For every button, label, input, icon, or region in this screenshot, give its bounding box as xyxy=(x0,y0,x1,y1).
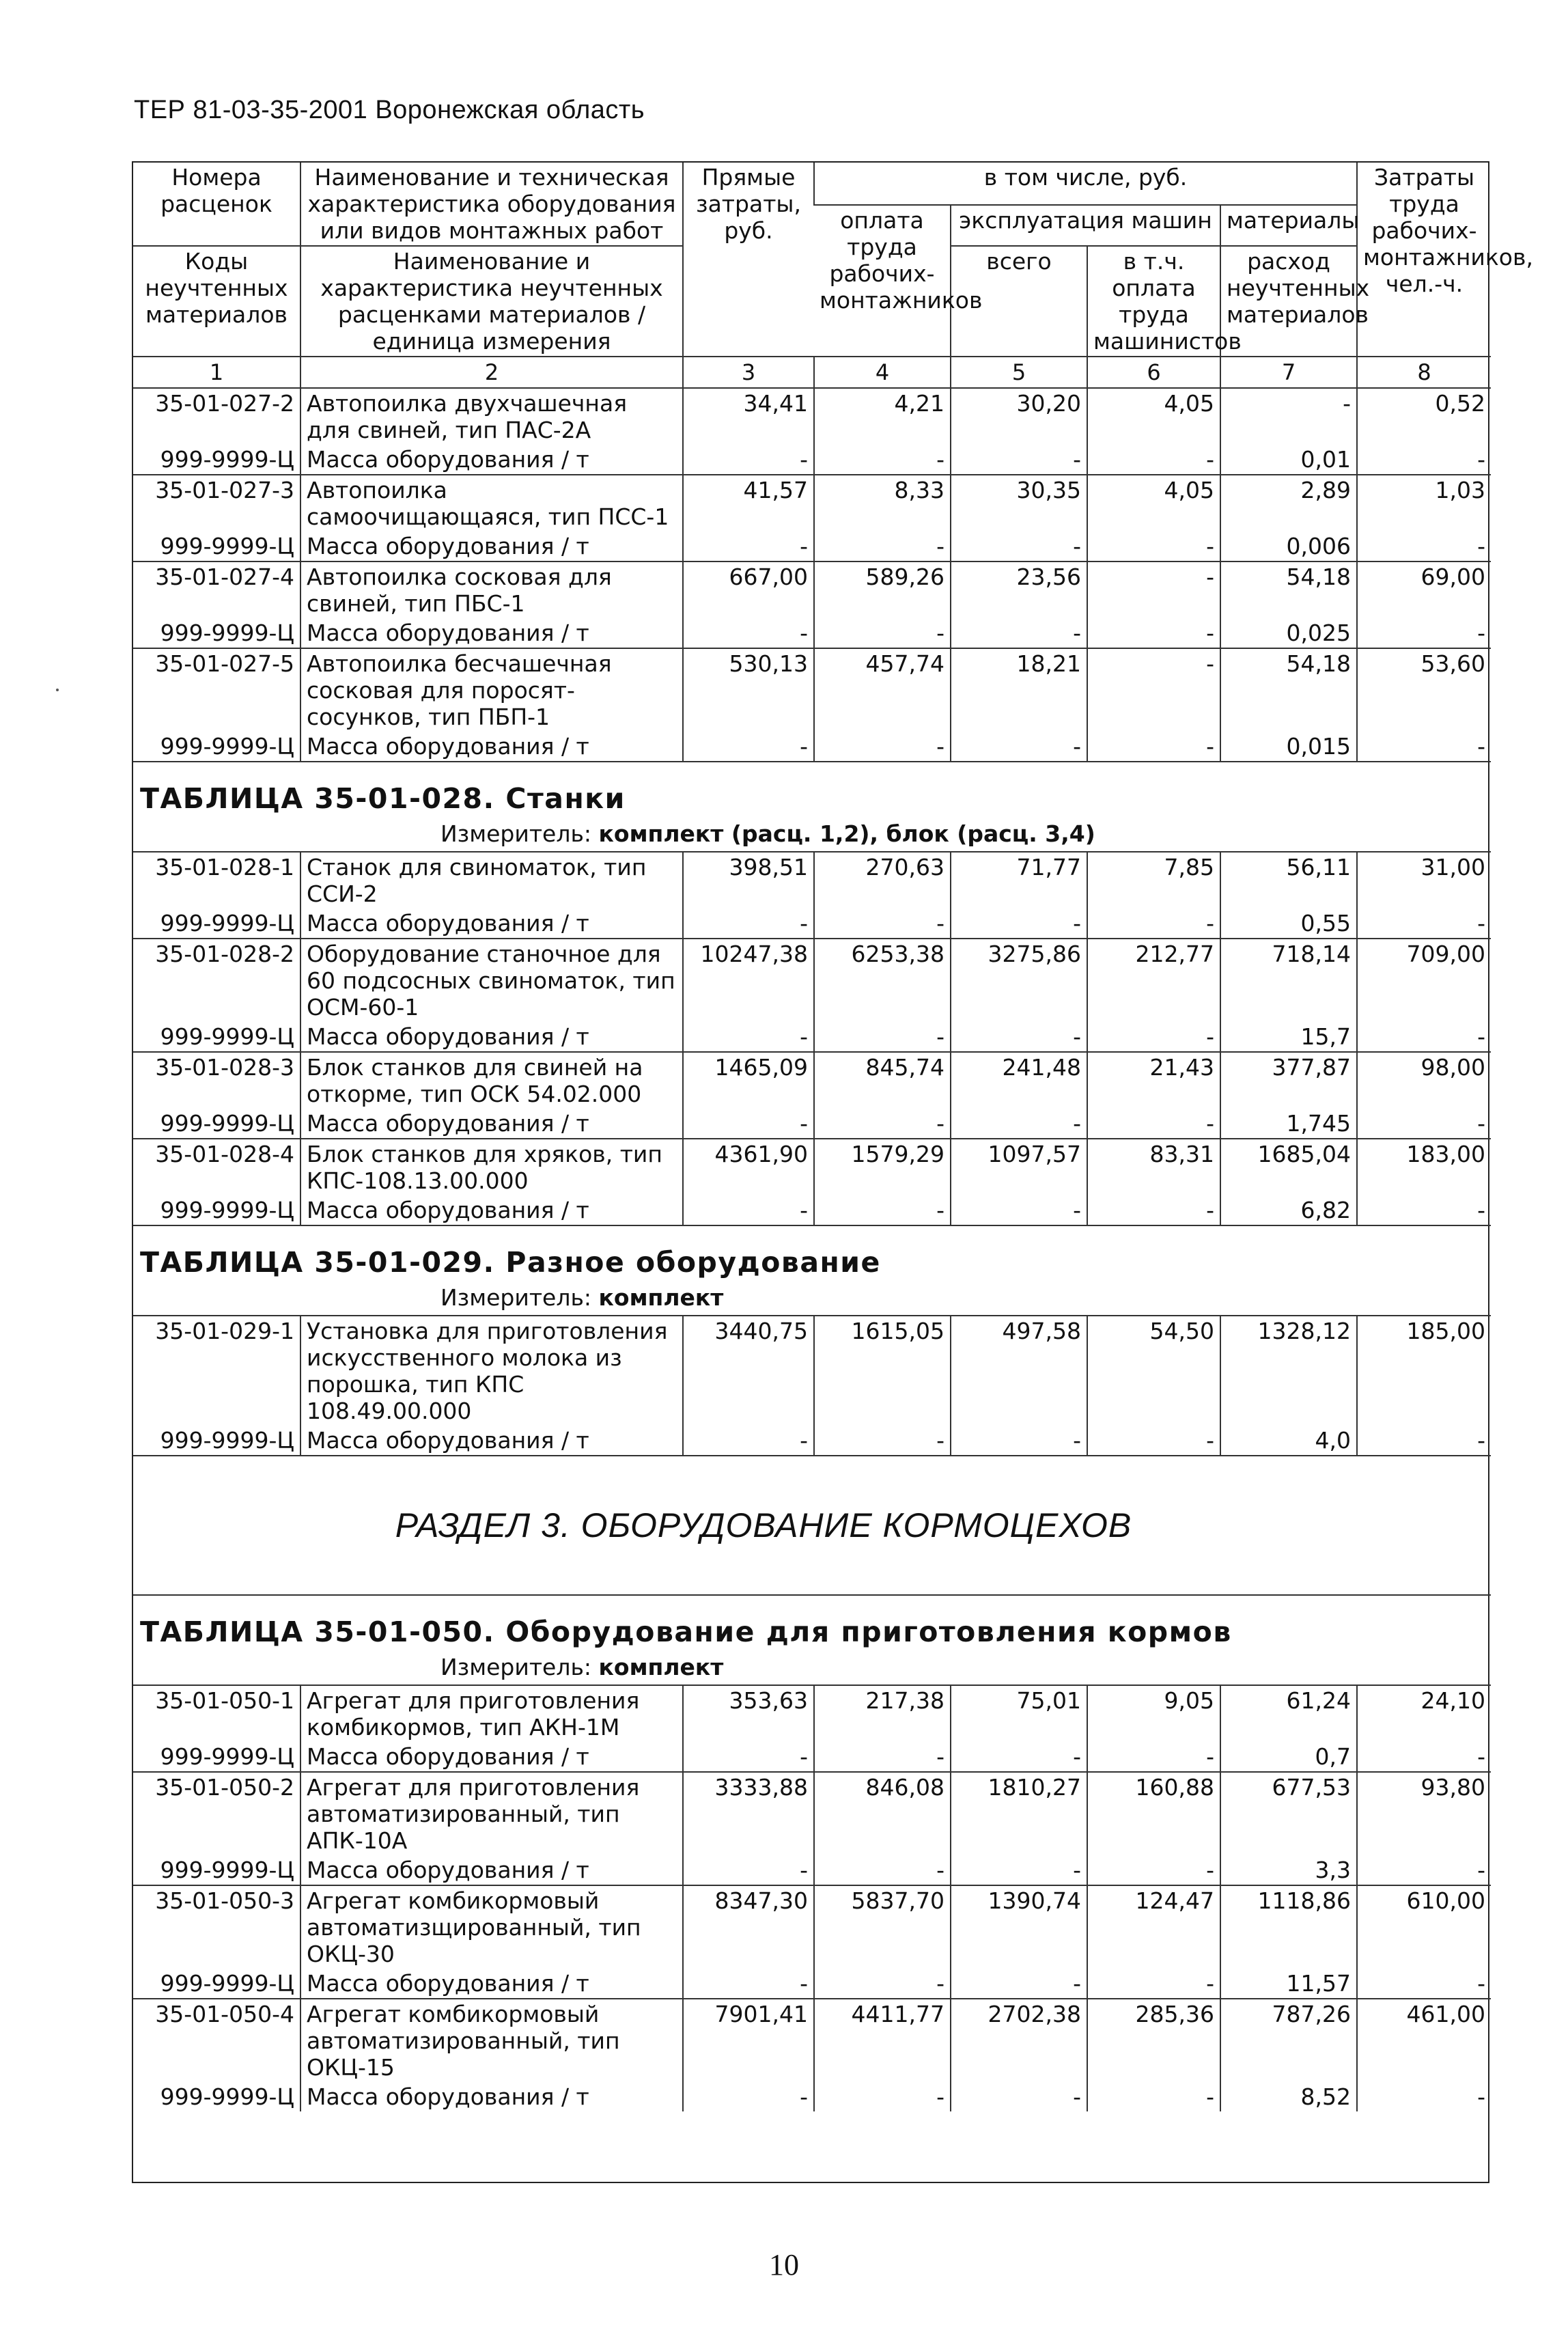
rate-row xyxy=(133,1139,1491,1195)
table-050-rows xyxy=(133,1685,1491,2111)
column-number: 1 xyxy=(133,357,300,388)
material-consumption: 8,52 xyxy=(1220,2082,1357,2111)
machinist-pay: - xyxy=(1087,1969,1220,1999)
item-name: Агрегат для приготовления автоматизированный, тип АПК-10А xyxy=(300,1772,683,1855)
rate-row xyxy=(133,1885,1491,1969)
material-consumption: 1328,12 xyxy=(1220,1316,1357,1426)
machinist-pay: - xyxy=(1087,2082,1220,2111)
header-work-name: Наименование и техническая характеристика оборудования или видов монтажных работ xyxy=(300,163,683,246)
column-numbers-row xyxy=(133,357,1491,388)
labor-hours: 461,00 xyxy=(1357,1999,1491,2082)
labor-hours: 709,00 xyxy=(1357,939,1491,1022)
labor-pay: 217,38 xyxy=(814,1685,951,1742)
section-title: РАЗДЕЛ 3. ОБОРУДОВАНИЕ КОРМОЦЕХОВ xyxy=(133,1456,1491,1595)
labor-pay: 5837,70 xyxy=(814,1885,951,1969)
rate-code: 999-9999-Ц xyxy=(160,910,294,937)
table-title: ТАБЛИЦА 35-01-050. Оборудование для приготовления кормов xyxy=(133,1595,1491,1651)
rate-code: 35-01-050-3 xyxy=(133,1885,300,1969)
labor-pay: - xyxy=(814,732,951,762)
machinist-pay: - xyxy=(1087,1426,1220,1456)
machinist-pay: 9,05 xyxy=(1087,1685,1220,1742)
rate-code: 35-01-029-1 xyxy=(133,1316,300,1426)
column-number: 5 xyxy=(951,357,1087,388)
labor-hours: - xyxy=(1357,1855,1491,1885)
labor-pay: - xyxy=(814,1195,951,1225)
machinist-pay: - xyxy=(1087,732,1220,762)
table-028-heading xyxy=(133,762,1491,852)
material-row xyxy=(133,1426,1491,1456)
item-name: Масса оборудования / т xyxy=(300,531,683,562)
machinist-pay: 160,88 xyxy=(1087,1772,1220,1855)
column-number: 8 xyxy=(1357,357,1491,388)
labor-pay: - xyxy=(814,445,951,475)
header-direct-costs: Прямые затраты, руб. xyxy=(683,163,814,357)
item-name: Автопоилка сосковая для свиней, тип ПБС-1 xyxy=(300,562,683,618)
machinist-pay: - xyxy=(1087,909,1220,939)
material-consumption: 1685,04 xyxy=(1220,1139,1357,1195)
item-name: Автопоилка самоочищающаяся, тип ПСС-1 xyxy=(300,475,683,531)
machines-total: 241,48 xyxy=(951,1052,1087,1109)
rate-code: 999-9999-Ц xyxy=(160,1427,294,1454)
labor-pay: - xyxy=(814,909,951,939)
labor-pay: - xyxy=(814,1742,951,1772)
labor-pay: 8,33 xyxy=(814,475,951,531)
machinist-pay: 4,05 xyxy=(1087,475,1220,531)
direct-costs: 353,63 xyxy=(683,1685,814,1742)
direct-costs: - xyxy=(683,1109,814,1139)
direct-costs: 34,41 xyxy=(683,388,814,445)
direct-costs: - xyxy=(683,445,814,475)
table-028-rows xyxy=(133,852,1491,1225)
table-050-heading xyxy=(133,1595,1491,1685)
item-name: Масса оборудования / т xyxy=(300,2082,683,2111)
item-name: Блок станков для свиней на откорме, тип ОСК 54.02.000 xyxy=(300,1052,683,1109)
material-consumption: 61,24 xyxy=(1220,1685,1357,1742)
labor-hours: - xyxy=(1357,1426,1491,1456)
rate-code: 999-9999-Ц xyxy=(160,1197,294,1223)
material-row xyxy=(133,909,1491,939)
material-consumption: 0,01 xyxy=(1220,445,1357,475)
machinist-pay: 54,50 xyxy=(1087,1316,1220,1426)
material-row xyxy=(133,1855,1491,1885)
rate-code: 35-01-028-3 xyxy=(133,1052,300,1109)
header-including-group: в том числе, руб. xyxy=(814,163,1357,205)
labor-hours: - xyxy=(1357,1969,1491,1999)
material-consumption: 1,745 xyxy=(1220,1109,1357,1139)
material-consumption: 677,53 xyxy=(1220,1772,1357,1855)
machinist-pay: - xyxy=(1087,1855,1220,1885)
item-name: Масса оборудования / т xyxy=(300,1426,683,1456)
machines-total: 18,21 xyxy=(951,648,1087,732)
machines-total: - xyxy=(951,445,1087,475)
material-consumption: 787,26 xyxy=(1220,1999,1357,2082)
direct-costs: - xyxy=(683,1022,814,1052)
document-header: ТЕР 81-03-35-2001 Воронежская область xyxy=(134,96,645,124)
page-number: 10 xyxy=(769,2248,799,2282)
direct-costs: 667,00 xyxy=(683,562,814,618)
machinist-pay: 83,31 xyxy=(1087,1139,1220,1195)
material-row xyxy=(133,445,1491,475)
material-row xyxy=(133,1022,1491,1052)
material-consumption: 3,3 xyxy=(1220,1855,1357,1885)
direct-costs: 4361,90 xyxy=(683,1139,814,1195)
direct-costs: - xyxy=(683,1969,814,1999)
material-row xyxy=(133,1195,1491,1225)
column-number: 6 xyxy=(1087,357,1220,388)
machinist-pay: 285,36 xyxy=(1087,1999,1220,2082)
header-material-names: Наименование и характеристика неучтенных расценками материалов / единица измерения xyxy=(300,246,683,357)
item-name: Масса оборудования / т xyxy=(300,1109,683,1139)
rate-code: 35-01-028-2 xyxy=(133,939,300,1022)
direct-costs: - xyxy=(683,2082,814,2111)
labor-hours: - xyxy=(1357,1195,1491,1225)
item-name: Масса оборудования / т xyxy=(300,909,683,939)
labor-pay: 1579,29 xyxy=(814,1139,951,1195)
table-title: ТАБЛИЦА 35-01-028. Станки xyxy=(133,762,1491,818)
header-machines-total: всего xyxy=(951,246,1087,357)
machines-total: 30,20 xyxy=(951,388,1087,445)
direct-costs: - xyxy=(683,1742,814,1772)
rate-code: 999-9999-Ц xyxy=(160,1743,294,1770)
table-measure: Измеритель: комплект (расц. 1,2), блок (расц. 3,4) xyxy=(440,820,1095,847)
machinist-pay: 7,85 xyxy=(1087,852,1220,909)
item-name: Масса оборудования / т xyxy=(300,732,683,762)
rate-row xyxy=(133,1999,1491,2082)
scan-speck xyxy=(56,689,59,691)
rate-code: 999-9999-Ц xyxy=(160,533,294,559)
rates-table xyxy=(133,163,1533,2111)
header-labor-pay: оплата труда рабочих-монтажников xyxy=(820,207,983,314)
rate-code: 999-9999-Ц xyxy=(160,1857,294,1883)
rate-code: 999-9999-Ц xyxy=(160,620,294,646)
rate-row xyxy=(133,1052,1491,1109)
machines-total: 497,58 xyxy=(951,1316,1087,1426)
machines-total: 2702,38 xyxy=(951,1999,1087,2082)
machines-total: 1390,74 xyxy=(951,1885,1087,1969)
item-name: Станок для свиноматок, тип ССИ-2 xyxy=(300,852,683,909)
material-consumption: 4,0 xyxy=(1220,1426,1357,1456)
table-027-continued xyxy=(133,388,1491,762)
material-consumption: 15,7 xyxy=(1220,1022,1357,1052)
labor-pay: - xyxy=(814,618,951,648)
machines-total: 1097,57 xyxy=(951,1139,1087,1195)
machines-total: - xyxy=(951,1855,1087,1885)
labor-pay: 6253,38 xyxy=(814,939,951,1022)
rate-row xyxy=(133,475,1491,531)
material-consumption: 11,57 xyxy=(1220,1969,1357,1999)
labor-hours: - xyxy=(1357,909,1491,939)
machines-total: - xyxy=(951,1109,1087,1139)
column-number: 3 xyxy=(683,357,814,388)
machinist-pay: 4,05 xyxy=(1087,388,1220,445)
material-consumption: 54,18 xyxy=(1220,562,1357,618)
material-consumption: 0,006 xyxy=(1220,531,1357,562)
rates-table-frame xyxy=(132,161,1533,2183)
item-name: Масса оборудования / т xyxy=(300,445,683,475)
labor-hours: 185,00 xyxy=(1357,1316,1491,1426)
header-rate-numbers: Номера расценок xyxy=(133,163,300,246)
machines-total: 30,35 xyxy=(951,475,1087,531)
labor-pay: 270,63 xyxy=(814,852,951,909)
machinist-pay: - xyxy=(1087,445,1220,475)
labor-pay: 589,26 xyxy=(814,562,951,618)
table-029-rows xyxy=(133,1316,1491,1456)
column-number: 4 xyxy=(814,357,951,388)
machines-total: - xyxy=(951,1969,1087,1999)
column-number: 7 xyxy=(1220,357,1357,388)
rate-code: 999-9999-Ц xyxy=(160,733,294,760)
item-name: Оборудование станочное для 60 подсосных свиноматок, тип ОСМ-60-1 xyxy=(300,939,683,1022)
machines-total: - xyxy=(951,1022,1087,1052)
material-consumption: 0,025 xyxy=(1220,618,1357,648)
rate-row xyxy=(133,648,1491,732)
item-name: Масса оборудования / т xyxy=(300,1742,683,1772)
machinist-pay: 212,77 xyxy=(1087,939,1220,1022)
material-row xyxy=(133,1969,1491,1999)
rate-code: 999-9999-Ц xyxy=(160,1970,294,1997)
item-name: Блок станков для хряков, тип КПС-108.13.00.000 xyxy=(300,1139,683,1195)
direct-costs: 8347,30 xyxy=(683,1885,814,1969)
table-measure: Измеритель: комплект xyxy=(440,1654,724,1680)
material-row xyxy=(133,531,1491,562)
labor-pay: - xyxy=(814,1022,951,1052)
item-name: Масса оборудования / т xyxy=(300,1195,683,1225)
rate-code: 35-01-027-2 xyxy=(133,388,300,445)
labor-pay: 4411,77 xyxy=(814,1999,951,2082)
rate-code: 35-01-050-1 xyxy=(133,1685,300,1742)
direct-costs: - xyxy=(683,1855,814,1885)
table-title: ТАБЛИЦА 35-01-029. Разное оборудование xyxy=(133,1225,1491,1281)
labor-hours: 53,60 xyxy=(1357,648,1491,732)
labor-hours: - xyxy=(1357,618,1491,648)
table-029-heading xyxy=(133,1225,1491,1316)
header-materials-group: материалы xyxy=(1220,205,1357,246)
material-row xyxy=(133,1109,1491,1139)
rate-code: 35-01-027-3 xyxy=(133,475,300,531)
labor-hours: 98,00 xyxy=(1357,1052,1491,1109)
machines-total: 3275,86 xyxy=(951,939,1087,1022)
rate-row xyxy=(133,1772,1491,1855)
labor-pay: - xyxy=(814,1969,951,1999)
labor-hours: 31,00 xyxy=(1357,852,1491,909)
material-row xyxy=(133,1742,1491,1772)
machines-total: - xyxy=(951,618,1087,648)
direct-costs: - xyxy=(683,1426,814,1456)
machinist-pay: - xyxy=(1087,618,1220,648)
rate-code: 35-01-028-1 xyxy=(133,852,300,909)
labor-hours: - xyxy=(1357,445,1491,475)
rate-row xyxy=(133,852,1491,909)
direct-costs: 3333,88 xyxy=(683,1772,814,1855)
labor-pay: 846,08 xyxy=(814,1772,951,1855)
material-consumption: 0,55 xyxy=(1220,909,1357,939)
direct-costs: 41,57 xyxy=(683,475,814,531)
material-row xyxy=(133,2082,1491,2111)
machines-total: - xyxy=(951,1426,1087,1456)
direct-costs: - xyxy=(683,732,814,762)
machines-total: 71,77 xyxy=(951,852,1087,909)
labor-hours: 1,03 xyxy=(1357,475,1491,531)
machinist-pay: 124,47 xyxy=(1087,1885,1220,1969)
labor-pay: - xyxy=(814,1426,951,1456)
material-consumption: 56,11 xyxy=(1220,852,1357,909)
material-consumption: 718,14 xyxy=(1220,939,1357,1022)
machinist-pay: - xyxy=(1087,1022,1220,1052)
item-name: Масса оборудования / т xyxy=(300,1969,683,1999)
machinist-pay: - xyxy=(1087,1195,1220,1225)
direct-costs: 10247,38 xyxy=(683,939,814,1022)
labor-hours: 0,52 xyxy=(1357,388,1491,445)
rate-row xyxy=(133,1316,1491,1426)
direct-costs: 3440,75 xyxy=(683,1316,814,1426)
machines-total: 75,01 xyxy=(951,1685,1087,1742)
labor-hours: - xyxy=(1357,531,1491,562)
labor-pay: 1615,05 xyxy=(814,1316,951,1426)
item-name: Автопоилка двухчашечная для свиней, тип ПАС-2А xyxy=(300,388,683,445)
direct-costs: 530,13 xyxy=(683,648,814,732)
labor-pay: - xyxy=(814,531,951,562)
item-name: Агрегат комбикормовый автоматизщированный, тип ОКЦ-30 xyxy=(300,1885,683,1969)
direct-costs: - xyxy=(683,618,814,648)
machines-total: - xyxy=(951,2082,1087,2111)
direct-costs: - xyxy=(683,909,814,939)
machinist-pay: - xyxy=(1087,1742,1220,1772)
rate-row xyxy=(133,939,1491,1022)
machines-total: 1810,27 xyxy=(951,1772,1087,1855)
material-consumption: 6,82 xyxy=(1220,1195,1357,1225)
machinist-pay: - xyxy=(1087,1109,1220,1139)
labor-pay: - xyxy=(814,1109,951,1139)
labor-hours: - xyxy=(1357,1022,1491,1052)
rate-code: 35-01-027-5 xyxy=(133,648,300,732)
item-name: Масса оборудования / т xyxy=(300,1022,683,1052)
rate-code: 999-9999-Ц xyxy=(160,1023,294,1050)
rate-code: 999-9999-Ц xyxy=(160,446,294,473)
item-name: Автопоилка бесчашечная сосковая для поросят-сосунков, тип ПБП-1 xyxy=(300,648,683,732)
labor-hours: 610,00 xyxy=(1357,1885,1491,1969)
rate-code: 35-01-027-4 xyxy=(133,562,300,618)
material-consumption: 377,87 xyxy=(1220,1052,1357,1109)
material-consumption: 1118,86 xyxy=(1220,1885,1357,1969)
material-consumption: 0,015 xyxy=(1220,732,1357,762)
direct-costs: 7901,41 xyxy=(683,1999,814,2082)
labor-hours: - xyxy=(1357,1742,1491,1772)
material-consumption: 2,89 xyxy=(1220,475,1357,531)
rate-code: 35-01-050-2 xyxy=(133,1772,300,1855)
machines-total: - xyxy=(951,909,1087,939)
item-name: Агрегат комбикормовый автоматизированный, тип ОКЦ-15 xyxy=(300,1999,683,2082)
labor-pay: 457,74 xyxy=(814,648,951,732)
column-number: 2 xyxy=(300,357,683,388)
direct-costs: 1465,09 xyxy=(683,1052,814,1109)
item-name: Агрегат для приготовления комбикормов, тип АКН-1М xyxy=(300,1685,683,1742)
machinist-pay: 21,43 xyxy=(1087,1052,1220,1109)
rate-code: 35-01-028-4 xyxy=(133,1139,300,1195)
labor-hours: - xyxy=(1357,1109,1491,1139)
machines-total: - xyxy=(951,732,1087,762)
header-machinist-pay: в т.ч. оплата труда машинистов xyxy=(1087,246,1220,357)
labor-pay: - xyxy=(814,1855,951,1885)
machines-total: - xyxy=(951,1195,1087,1225)
direct-costs: 398,51 xyxy=(683,852,814,909)
item-name: Масса оборудования / т xyxy=(300,618,683,648)
labor-hours: - xyxy=(1357,732,1491,762)
section-3-heading xyxy=(133,1456,1491,1595)
machines-total: - xyxy=(951,531,1087,562)
table-measure: Измеритель: комплект xyxy=(440,1284,724,1311)
rate-code: 999-9999-Ц xyxy=(160,1110,294,1137)
labor-pay: 845,74 xyxy=(814,1052,951,1109)
labor-hours: 69,00 xyxy=(1357,562,1491,618)
rate-code: 35-01-050-4 xyxy=(133,1999,300,2082)
header-labor-hours: Затраты труда рабочих-монтажников, чел.-ч. xyxy=(1357,163,1491,357)
labor-pay: 4,21 xyxy=(814,388,951,445)
rate-code: 999-9999-Ц xyxy=(160,2083,294,2110)
material-consumption: - xyxy=(1220,388,1357,445)
material-consumption: 54,18 xyxy=(1220,648,1357,732)
header-material-consumption: расход неучтенных материалов xyxy=(1220,246,1357,357)
labor-pay: - xyxy=(814,2082,951,2111)
rate-row xyxy=(133,562,1491,618)
item-name: Масса оборудования / т xyxy=(300,1855,683,1885)
machinist-pay: - xyxy=(1087,648,1220,732)
item-name: Установка для приготовления искусственного молока из порошка, тип КПС 108.49.00.000 xyxy=(300,1316,683,1426)
direct-costs: - xyxy=(683,1195,814,1225)
material-consumption: 0,7 xyxy=(1220,1742,1357,1772)
labor-hours: 24,10 xyxy=(1357,1685,1491,1742)
header-material-codes: Коды неучтенных материалов xyxy=(145,248,288,328)
header-machines-group: эксплуатация машин xyxy=(951,205,1220,246)
material-row xyxy=(133,732,1491,762)
machinist-pay: - xyxy=(1087,531,1220,562)
labor-hours: 93,80 xyxy=(1357,1772,1491,1855)
labor-hours: - xyxy=(1357,2082,1491,2111)
machines-total: - xyxy=(951,1742,1087,1772)
machines-total: 23,56 xyxy=(951,562,1087,618)
labor-hours: 183,00 xyxy=(1357,1139,1491,1195)
direct-costs: - xyxy=(683,531,814,562)
machinist-pay: - xyxy=(1087,562,1220,618)
material-row xyxy=(133,618,1491,648)
rate-row xyxy=(133,1685,1491,1742)
rate-row xyxy=(133,388,1491,445)
